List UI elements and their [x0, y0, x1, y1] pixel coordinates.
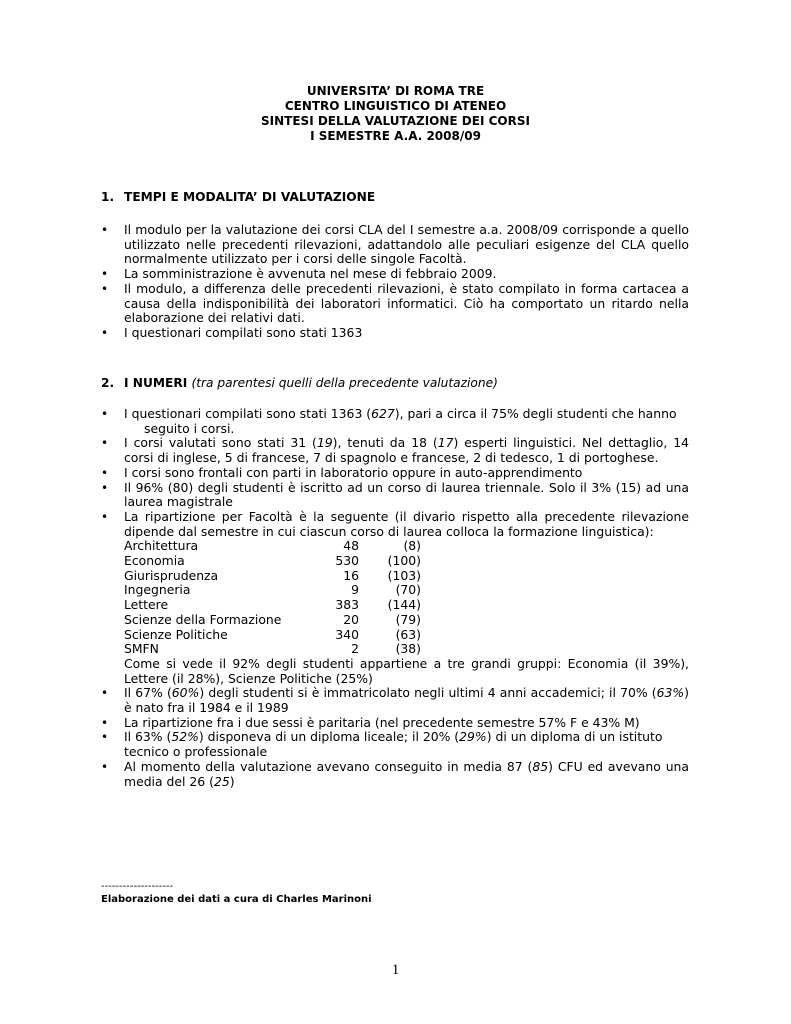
faculty-name: SMFN	[124, 641, 159, 657]
credits-text-end: )	[229, 773, 235, 789]
section-2-bullet-courses	[101, 436, 689, 465]
section-2-bullet-faculties	[101, 510, 689, 686]
diploma-text-end: ) di un diploma di un istituto	[486, 729, 663, 745]
faculty-row	[124, 613, 421, 628]
faculty-previous-count: (70)	[395, 582, 421, 598]
section-2-list	[101, 407, 689, 789]
faculty-previous-count: (144)	[387, 597, 421, 613]
faculty-row	[124, 642, 421, 657]
section-1-bullet-3: • Il modulo, a differenza delle precedenti rilevazioni, è stato compilato in forma cartacea a causa della indisponibilità dei laboratori informatici. Ciò ha comportato un ritardo nella elaborazione dei relativi dati.	[101, 282, 689, 326]
section-2	[101, 376, 689, 789]
page-number: 1	[391, 962, 400, 978]
diploma-previous: 52%	[171, 729, 199, 745]
experts-previous: 17	[437, 435, 454, 451]
diploma-text-mid: ) disponeva di un diploma liceale; il 20% (	[198, 729, 460, 745]
faculty-count: 9	[351, 582, 359, 598]
courses-text: I corsi valutati sono stati 31 (	[124, 435, 317, 451]
section-2-heading	[101, 376, 689, 391]
faculty-name: Lettere	[124, 597, 169, 613]
faculty-previous-count: (103)	[387, 567, 421, 583]
faculty-count: 340	[335, 626, 359, 642]
faculty-row	[124, 628, 421, 643]
faculty-count: 20	[343, 611, 359, 627]
faculty-count: 530	[335, 553, 359, 569]
section-2-bullet-degree: • Il 96% (80) degli studenti è iscritto ad un corso di laurea triennale. Solo il 3% (15) ad una laurea magistrale	[101, 481, 689, 510]
faculty-name: Architettura	[124, 538, 199, 554]
faculties-intro: • La ripartizione per Facoltà è la seguente (il divario rispetto alla precedente rilevazione dipende dal semestre in cui ciascun corso di laurea colloca la formazione linguistica):	[124, 508, 689, 539]
section-1	[101, 190, 689, 341]
faculty-count: 16	[343, 567, 359, 583]
footer-author: Elaborazione dei dati a cura di Charles Marinoni	[101, 894, 372, 905]
faculty-count: 2	[351, 641, 359, 657]
header-centre: CENTRO LINGUISTICO DI ATENEO	[284, 99, 507, 113]
faculty-name: Ingegneria	[124, 582, 191, 598]
questionnaires-continuation: seguito i corsi.	[144, 420, 235, 436]
enrolment-text-mid: ) degli studenti si è immatricolato negli ultimi 4 anni accademici; il 70% (	[199, 685, 657, 701]
faculty-previous-count: (8)	[403, 538, 421, 554]
faculty-row	[124, 554, 421, 569]
section-2-title: I NUMERI	[124, 376, 188, 390]
faculty-row	[124, 598, 421, 613]
section-1-title: TEMPI E MODALITA’ DI VALUTAZIONE	[124, 190, 376, 204]
faculty-table	[124, 539, 421, 657]
questionnaires-previous: 627	[371, 406, 395, 421]
footer-rule: --------------------	[101, 881, 174, 892]
header-title: SINTESI DELLA VALUTAZIONE DEI CORSI	[261, 114, 530, 128]
section-1-number: 1.	[101, 190, 115, 204]
credits-previous: 85	[532, 758, 549, 774]
section-1-heading	[101, 190, 689, 205]
technical-diploma-previous: 29%	[459, 729, 487, 745]
faculty-previous-count: (100)	[387, 553, 421, 569]
faculty-row	[124, 539, 421, 554]
credits-text-mid: ) CFU ed avevano una media del 26 (	[124, 758, 689, 789]
section-1-bullet-4: • I questionari compilati sono stati 1363	[101, 326, 689, 341]
diploma-continuation: tecnico o professionale	[124, 744, 268, 760]
header-university: UNIVERSITA’ DI ROMA TRE	[306, 84, 485, 98]
section-1-bullet-2: • La somministrazione è avvenuta nel mese di febbraio 2009.	[101, 267, 689, 282]
faculty-previous-count: (63)	[395, 626, 421, 642]
section-2-number: 2.	[101, 376, 115, 390]
document-header	[0, 84, 791, 144]
footer-credit	[101, 880, 372, 906]
diploma-text: Il 63% (	[124, 729, 172, 745]
section-2-bullet-format: • I corsi sono frontali con parti in laboratorio oppure in auto-apprendimento	[101, 466, 689, 481]
enrolment-text-end: ) è nato fra il 1984 e il 1989	[124, 685, 689, 716]
faculty-row	[124, 569, 421, 584]
enrolment-previous: 60%	[171, 685, 200, 701]
faculty-name: Scienze Politiche	[124, 626, 228, 642]
questionnaires-text-end: ), pari a circa il 75% degli studenti che hanno	[394, 406, 677, 421]
courses-text-end: ) esperti linguistici. Nel dettaglio, 14 corsi di inglese, 5 di francese, 7 di spagnolo e francese, 2 di tedesco, 1 di portoghese.	[124, 435, 689, 466]
faculty-previous-count: (79)	[395, 611, 421, 627]
faculty-row	[124, 583, 421, 598]
faculties-conclusion: Come si vede il 92% degli studenti appartiene a tre grandi gruppi: Economia (il 39%), Lettere (il 28%), Scienze Politiche (25%)	[124, 655, 689, 686]
section-2-bullet-enrolment	[101, 686, 689, 715]
section-2-note: (tra parentesi quelli della precedente valutazione)	[191, 376, 498, 390]
header-semester: I SEMESTRE A.A. 2008/09	[310, 129, 481, 143]
faculty-name: Giurisprudenza	[124, 567, 219, 583]
section-1-list	[101, 223, 689, 341]
credits-text: Al momento della valutazione avevano conseguito in media 87 (	[124, 758, 533, 774]
section-2-bullet-gender: • La ripartizione fra i due sessi è paritaria (nel precedente semestre 57% F e 43% M)	[101, 716, 689, 731]
courses-previous: 19	[316, 435, 333, 451]
faculty-count: 383	[335, 597, 359, 613]
section-1-bullet-1: • Il modulo per la valutazione dei corsi CLA del I semestre a.a. 2008/09 corrisponde a quello utilizzato nelle precedenti rilevazioni, adattandolo alle peculiari esigenze del CLA quello normalmente utilizzato per i corsi delle singole Facoltà.	[101, 223, 689, 267]
faculty-name: Scienze della Formazione	[124, 611, 282, 627]
grade-previous: 25	[213, 773, 230, 789]
faculty-count: 48	[343, 538, 359, 554]
birth-previous: 63%	[656, 685, 685, 701]
enrolment-text: Il 67% (	[124, 685, 172, 701]
questionnaires-text: I questionari compilati sono stati 1363 (	[124, 406, 372, 421]
faculty-previous-count: (38)	[395, 641, 421, 657]
section-2-bullet-diploma	[101, 730, 689, 759]
faculty-name: Economia	[124, 553, 185, 569]
section-2-bullet-questionnaires	[101, 407, 689, 436]
section-2-bullet-credits	[101, 760, 689, 789]
courses-text-mid: ), tenuti da 18 (	[332, 435, 438, 451]
